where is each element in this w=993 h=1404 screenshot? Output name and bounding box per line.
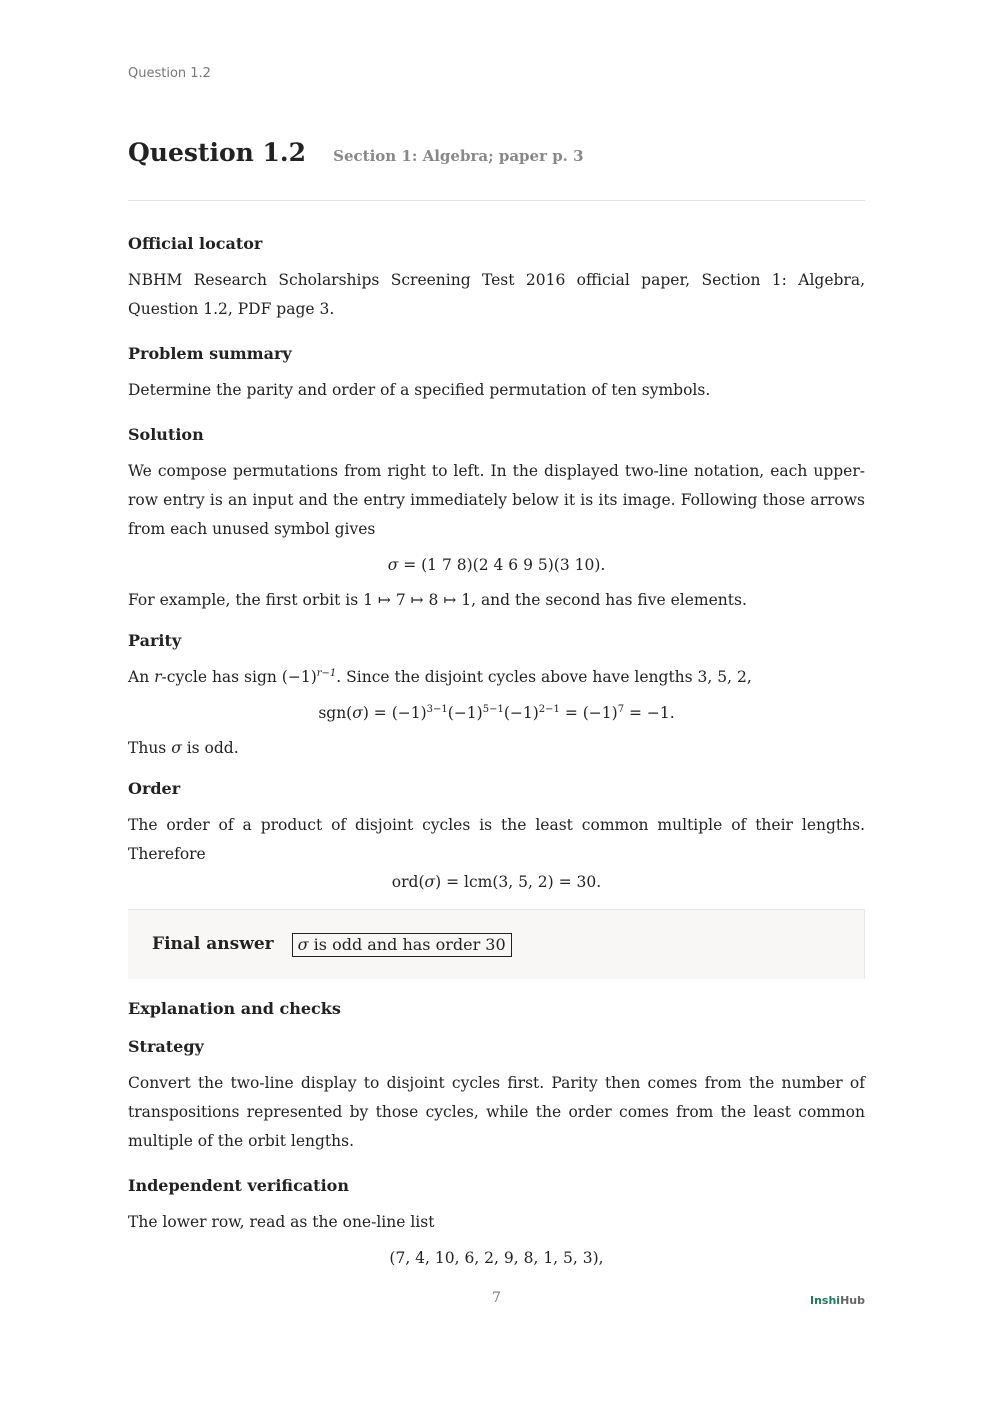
explanation-heading: Explanation and checks <box>128 999 341 1018</box>
summary-heading: Problem summary <box>128 344 292 363</box>
page-header <box>128 138 584 167</box>
solution-heading: Solution <box>128 425 204 444</box>
order-text: The order of a product of disjoint cycles is the least common multiple of their lengths. Therefore <box>128 816 865 863</box>
parity-intro: An r-cycle has sign $(-1)^{r-1}$. Since the disjoint cycles above have lengths 3, 5, 2, <box>128 667 752 686</box>
page-number: 7 <box>492 1290 501 1306</box>
solution-text: We compose permutations from right to left. In the displayed two-line notation, each upper-row entry is an input and the entry immediately below it is its image. Following those arrows from each unused symbol gives <box>128 462 865 538</box>
locator-text: NBHM Research Scholarships Screening Test 2016 official paper, Section 1: Algebra, Question 1.2, PDF page 3. <box>128 271 865 318</box>
parity-conclusion: Thus σ is odd. <box>128 739 239 757</box>
parity-heading: Parity <box>128 631 182 650</box>
final-answer-label: Final answer <box>152 934 274 954</box>
verification-text: The lower row, read as the one-line list <box>128 1213 435 1231</box>
running-head: Question 1.2 <box>128 66 211 81</box>
order-heading: Order <box>128 779 181 798</box>
document-body <box>128 232 865 1279</box>
locator-heading: Official locator <box>128 234 263 253</box>
one-line-list-equation: (7, 4, 10, 6, 2, 9, 8, 1, 5, 3), <box>389 1249 604 1267</box>
sign-equation: $sgn(\sigma) = (-1)^{3-1}(-1)^{5-1}(-1)^{2-1} = (-1)^7 = -1$. <box>318 703 675 722</box>
page-subtitle: Section 1: Algebra; paper p. 3 <box>333 147 584 165</box>
solution-example: For example, the first orbit is 1 ↦ 7 ↦ 8 ↦ 1, and the second has five elements. <box>128 591 747 609</box>
brand-logo: InshiHub <box>810 1294 865 1307</box>
verification-heading: Independent verification <box>128 1176 349 1195</box>
strategy-text: Convert the two-line display to disjoint cycles first. Parity then comes from the number of transpositions represented by those cycles, while the order comes from the least common multiple of the orbit lengths. <box>128 1074 865 1150</box>
summary-text: Determine the parity and order of a specified permutation of ten symbols. <box>128 381 711 399</box>
final-answer-value: σ is odd and has order 30 <box>292 933 512 957</box>
cycle-decomposition-equation: σ = (1 7 8)(2 4 6 9 5)(3 10). <box>387 556 606 574</box>
header-divider <box>128 200 865 201</box>
order-equation: ord(σ) = lcm(3, 5, 2) = 30. <box>391 873 602 891</box>
strategy-heading: Strategy <box>128 1037 204 1056</box>
final-answer-box <box>128 909 865 979</box>
page-title: Question 1.2 <box>128 138 307 167</box>
